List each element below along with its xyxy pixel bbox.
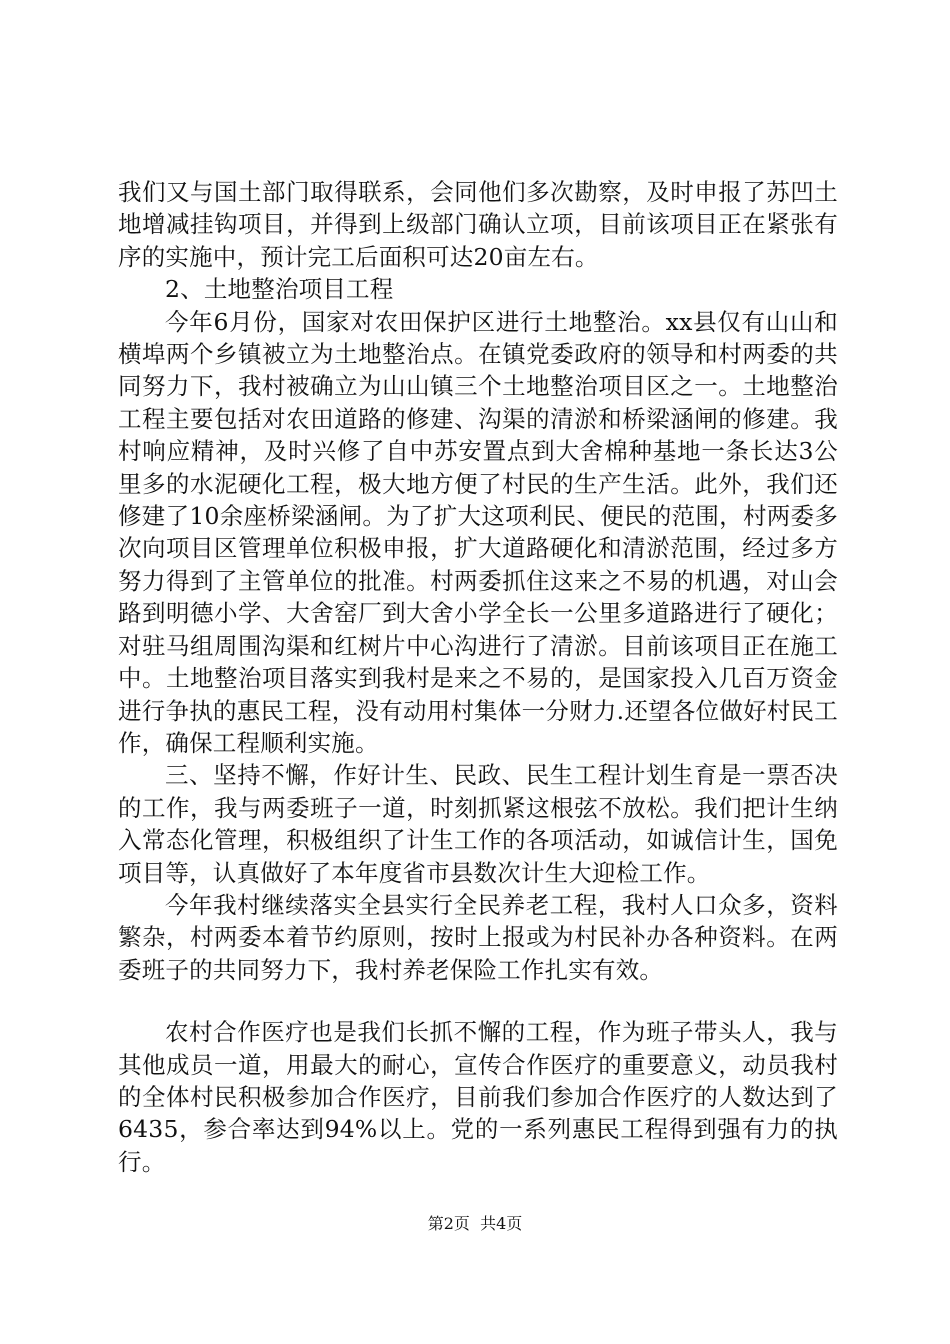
section-heading-land-consolidation: 2、土地整治项目工程 <box>165 275 394 304</box>
paragraph-land-consolidation: 今年6月份，国家对农田保护区进行土地整治。xx县仅有山山和横埠两个乡镇被立为土地整治点。在镇党委政府的领导和村两委的共同努力下，我村被确立为山山镇三个土地整治项目区之一。土地整治工程主要包括对农田道路的修建、沟渠的清淤和桥梁涵闸的修建。我村响应精神，及时兴修了自中苏安置点到大舍棉种基地一条长达3公里多的水泥硬化工程，极大地方便了村民的生产生活。此外，我们还修建了10余座桥梁涵闸。为了扩大这项利民、便民的范围，村两委多次向项目区管理单位积极申报，扩大道路硬化和清淤范围，经过多方努力得到了主管单位的批准。村两委抓住这来之不易的机遇，对山会路到明德小学、大舍窑厂到大舍小学全长一公里多道路进行了硬化；对驻马组周围沟渠和红树片中心沟进行了清淤。目前该项目正在施工中。土地整治项目落实到我村是来之不易的，是国家投入几百万资金进行争执的惠民工程，没有动用村集体一分财力.还望各位做好村民工作，确保工程顺利实施。 <box>118 307 838 757</box>
page-footer <box>0 1214 950 1234</box>
document-body <box>118 176 838 1178</box>
paragraph-family-planning: 三、坚持不懈，作好计生、民政、民生工程计划生育是一票否决的工作，我与两委班子一道，时刻抓紧这根弦不放松。我们把计生纳入常态化管理，积极组织了计生工作的各项活动，如诚信计生，国免项目等，认真做好了本年度省市县数次计生大迎检工作。 <box>118 761 838 887</box>
paragraph-pension: 今年我村继续落实全县实行全民养老工程，我村人口众多，资料繁杂，村两委本着节约原则，按时上报或为村民补办各种资料。在两委班子的共同努力下，我村养老保险工作扎实有效。 <box>118 890 838 984</box>
paragraph-cooperative-medical: 农村合作医疗也是我们长抓不懈的工程，作为班子带头人，我与其他成员一道，用最大的耐心，宣传合作医疗的重要意义，动员我村的全体村民积极参加合作医疗，目前我们参加合作医疗的人数达到了6435，参合率达到94%以上。党的一系列惠民工程得到强有力的执行。 <box>118 1018 838 1176</box>
paragraph-land-linkage-project: 我们又与国土部门取得联系，会同他们多次勘察，及时申报了苏凹土地增减挂钩项目，并得到上级部门确认立项，目前该项目正在紧张有序的实施中，预计完工后面积可达20亩左右。 <box>118 178 838 271</box>
page-number-label: 第2页 共4页 <box>427 1214 523 1233</box>
